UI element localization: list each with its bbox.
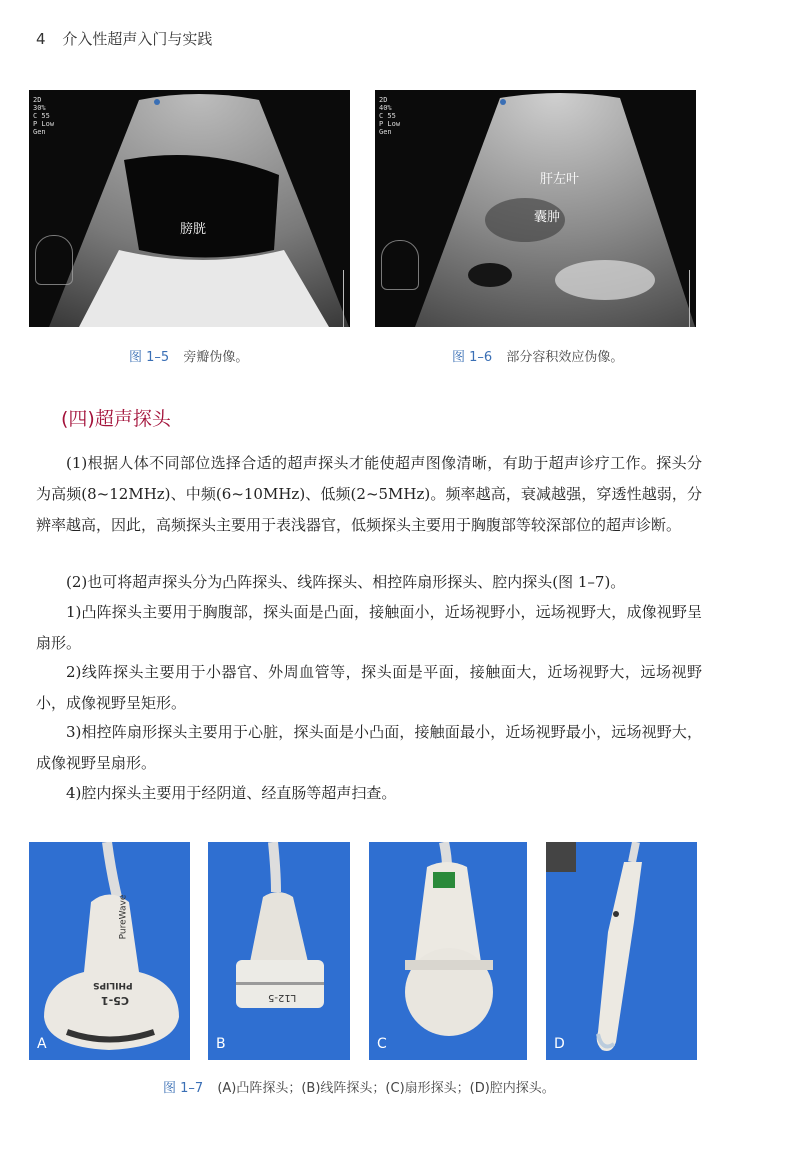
ultrasound-sector-1-5: [29, 90, 350, 327]
probe-model: C5-1: [101, 994, 129, 1007]
probe-photo-sector: [369, 842, 527, 1060]
caption-1-5: [129, 346, 248, 365]
probe-photo-endocavity: [546, 842, 697, 1060]
page-number: 4: [36, 30, 46, 48]
paragraph-5: 3)相控阵扇形探头主要用于心脏，探头面是小凸面，接触面最小，近场视野最小，远场视野大，成像视野呈扇形。: [36, 723, 702, 772]
caption-1-6-text: 部分容积效应伪像。: [506, 350, 624, 365]
probe-model: L12-5: [268, 992, 297, 1003]
scan-settings: 2D 40% C 55 P Low Gen: [379, 96, 401, 136]
paragraph-4: 2)线阵探头主要用于小器官、外周血管等，探头面是平面，接触面大，近场视野大，远场视野小，成像视野呈矩形。: [36, 663, 702, 712]
depth-scale: [339, 270, 344, 327]
caption-1-6: [452, 346, 623, 365]
caption-1-7-number: 图 1–7: [163, 1081, 204, 1096]
probe-brand: PureWave: [118, 894, 129, 940]
body-marker-icon: [381, 240, 419, 290]
paragraph-2: (2)也可将超声探头分为凸阵探头、线阵探头、相控阵扇形探头、腔内探头(图 1–7)。: [66, 573, 626, 591]
paragraph-3: 1)凸阵探头主要用于胸腹部，探头面是凸面，接触面小，近场视野小，远场视野大，成像视野呈扇形。: [36, 603, 702, 652]
body-marker-icon: [35, 235, 73, 285]
caption-1-6-number: 图 1–6: [452, 350, 493, 365]
paragraph-1: (1)根据人体不同部位选择合适的超声探头才能使超声图像清晰，有助于超声诊疗工作。探头分为高频(8~12MHz)、中频(6~10MHz)、低频(2~5MHz)。频率越高，衰减越强，穿透性越弱，分辨率越高，因此，高频探头主要用于表浅器官，低频探头主要用于胸腹部等较深部位的超声诊断。: [36, 454, 702, 534]
panel-label-d: D: [554, 1036, 565, 1052]
caption-1-7-text: (A)凸阵探头；(B)线阵探头；(C)扇形探头；(D)腔内探头。: [217, 1081, 555, 1096]
caption-1-5-text: 旁瓣伪像。: [183, 350, 249, 365]
panel-label-a: A: [37, 1036, 47, 1052]
label-left-liver-lobe: 肝左叶: [540, 172, 580, 187]
book-title: 介入性超声入门与实践: [62, 30, 213, 48]
ultrasound-image-1-6: [375, 90, 696, 327]
depth-scale: [685, 270, 690, 327]
endocavity-probe-icon: [546, 842, 697, 1060]
paragraph-6: 4)腔内探头主要用于经阴道、经直肠等超声扫查。: [66, 784, 397, 802]
caption-1-5-number: 图 1–5: [129, 350, 170, 365]
panel-label-c: C: [377, 1036, 387, 1052]
panel-label-b: B: [216, 1036, 226, 1052]
linear-probe-icon: [208, 842, 350, 1060]
scan-settings: 2D 30% C 55 P Low Gen: [33, 96, 55, 136]
convex-probe-icon: [29, 842, 190, 1060]
probe-photo-convex: [29, 842, 190, 1060]
label-cyst: 囊肿: [534, 210, 561, 225]
caption-1-7: [163, 1077, 555, 1096]
section-heading: (四)超声探头: [61, 408, 171, 430]
label-bladder: 膀胱: [180, 222, 207, 237]
running-header: [36, 28, 212, 49]
ultrasound-image-1-5: [29, 90, 350, 327]
sector-probe-icon: [369, 842, 527, 1060]
probe-maker: PHILIPS: [93, 980, 133, 990]
probe-photo-linear: [208, 842, 350, 1060]
